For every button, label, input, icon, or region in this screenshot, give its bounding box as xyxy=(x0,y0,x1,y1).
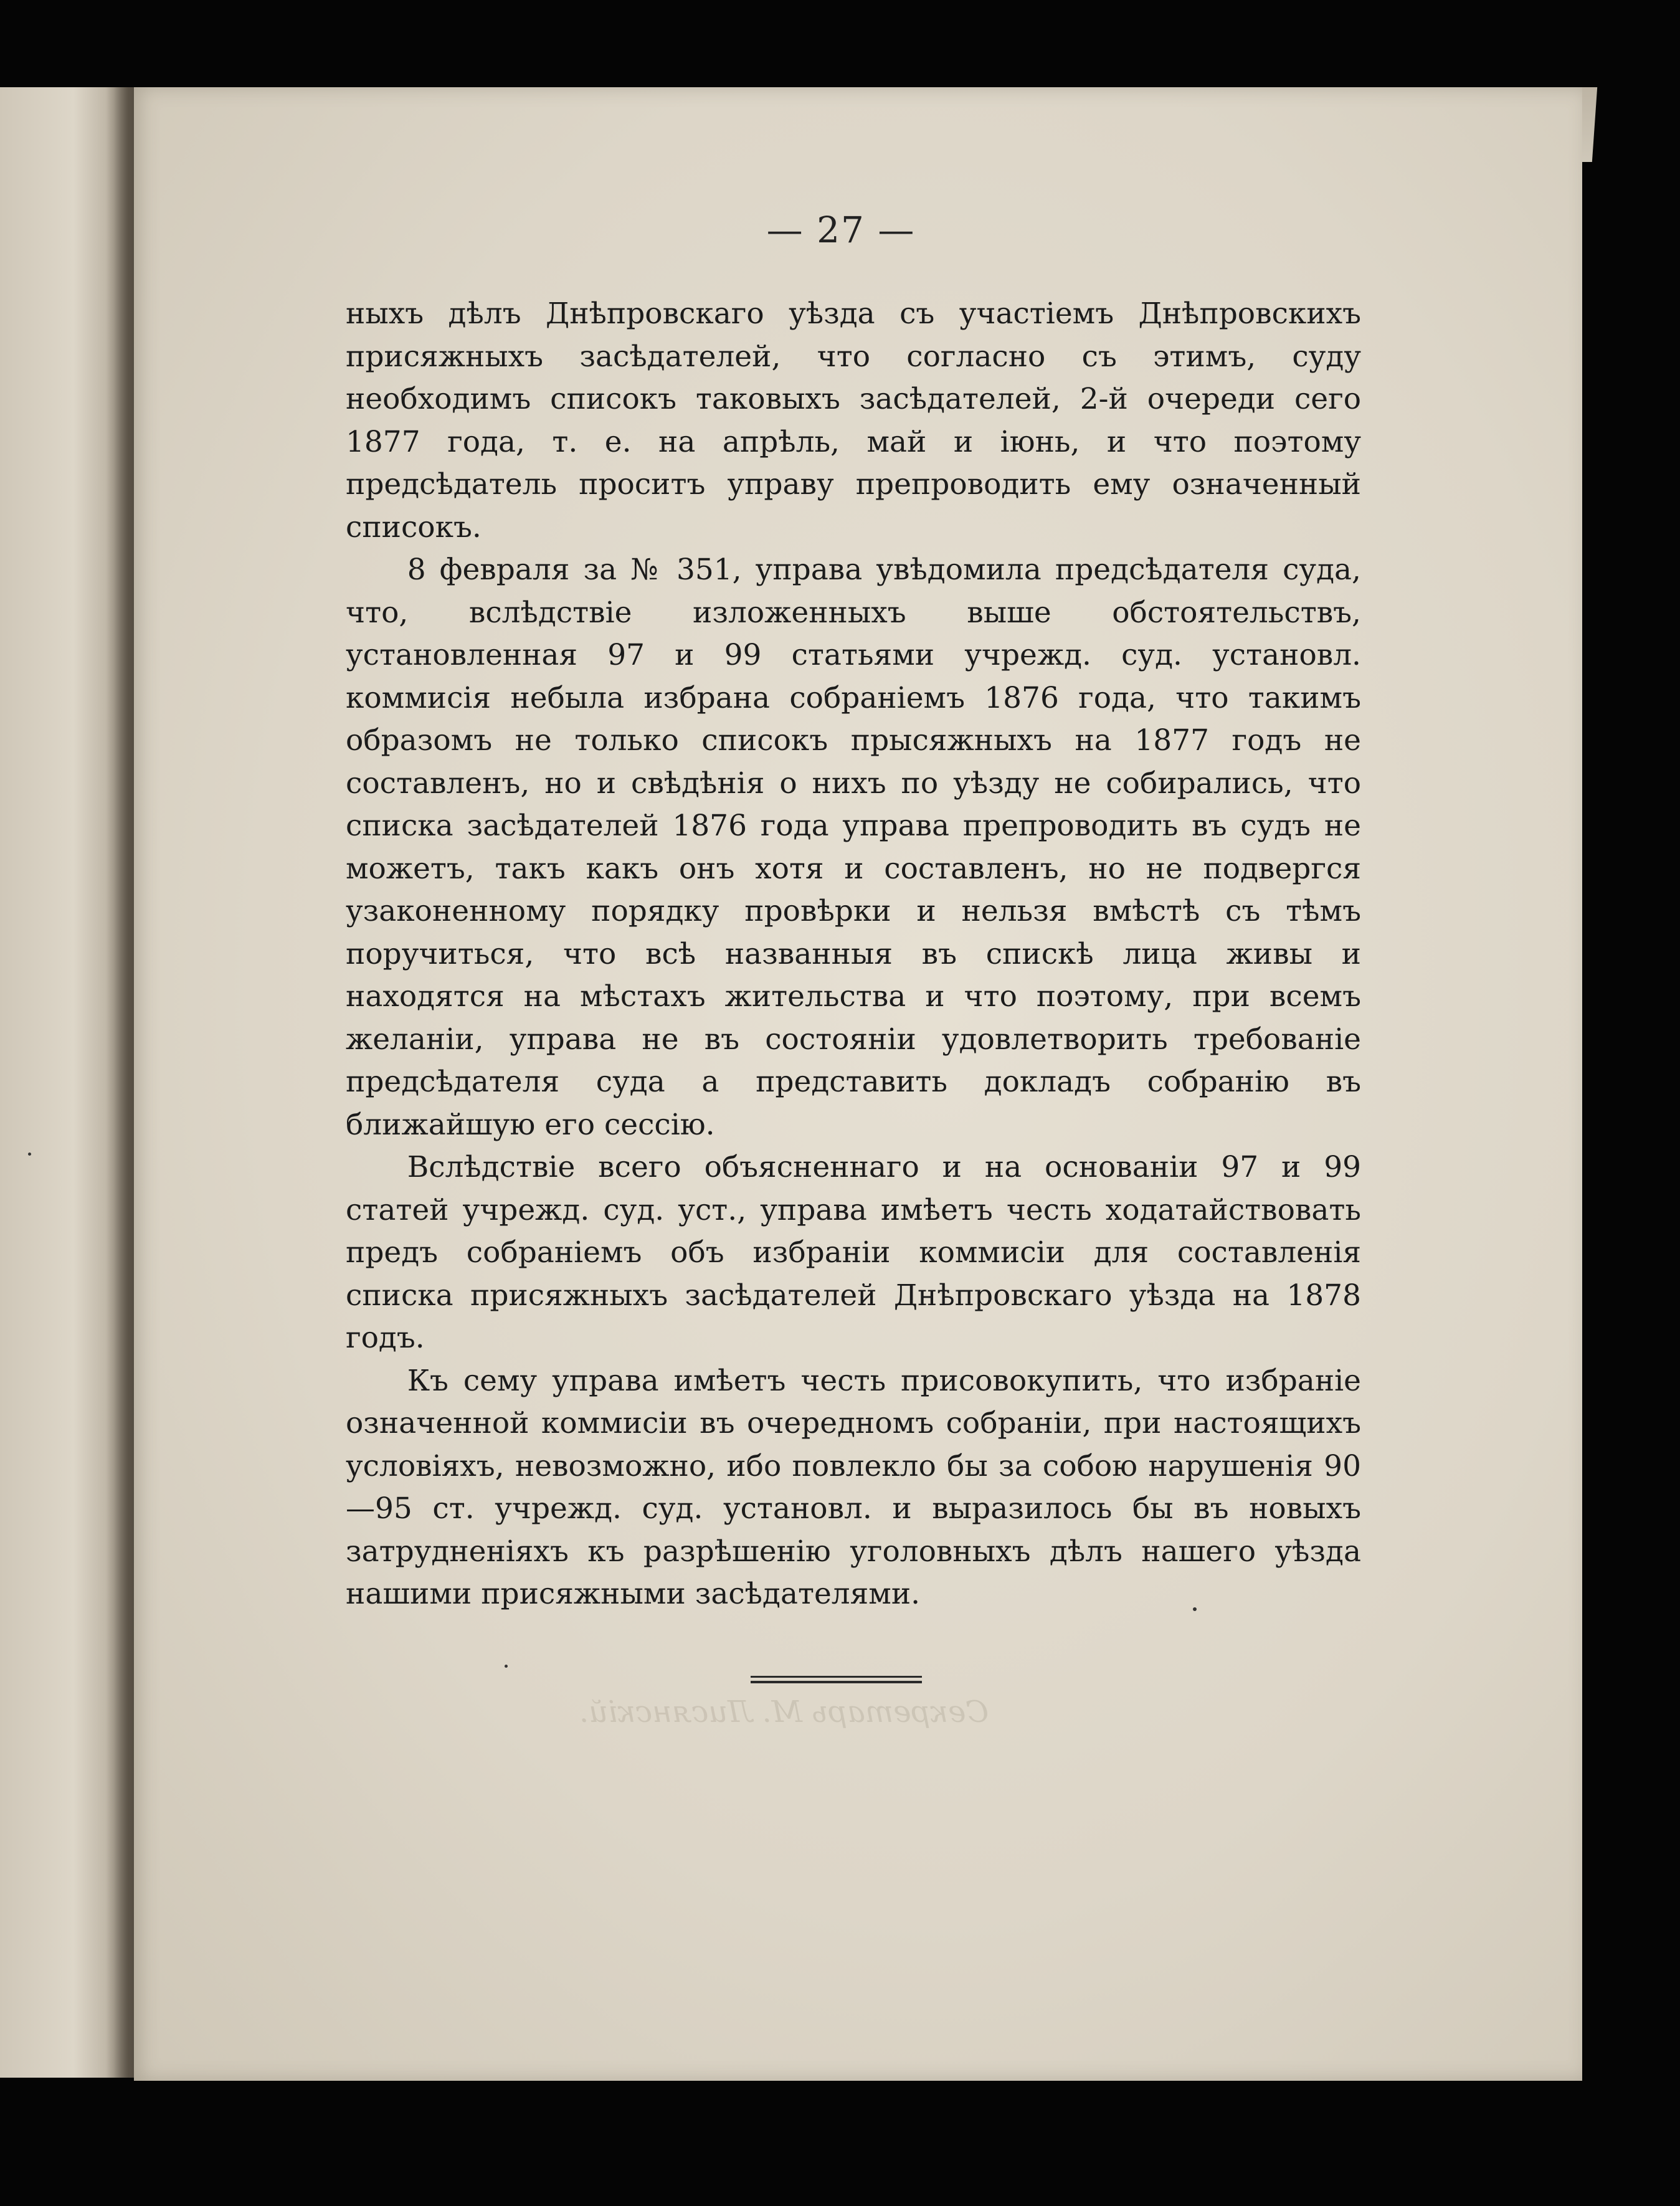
paragraph-4: Къ сему управа имѣетъ честь присовокупить, что избраніе означенной коммисіи въ очередномъ собраніи, при настоящихъ условіяхъ, невозможно, ибо повлекло бы за собою нарушенія 90—95 ст. учрежд. суд. установл. и выразилось бы въ новыхъ затрудненіяхъ къ разрѣшенію уголовныхъ дѣлъ нашего уѣзда нашими присяжными засѣдателями. xyxy=(346,1363,1361,1611)
ink-speck xyxy=(505,1665,508,1668)
paragraph-2: 8 февраля за № 351, управа увѣдомила предсѣдателя суда, что, вслѣдствіе изложенныхъ выше обстоятельствъ, установленная 97 и 99 статьями учрежд. суд. установл. коммисія небыла избрана собраніемъ 1876 года, что такимъ образомъ не только списокъ прысяжныхъ на 1877 годъ не составленъ, но и свѣдѣнія о нихъ по уѣзду не собирались, что списка засѣдателей 1876 года управа препроводить въ судъ не можетъ, такъ какъ онъ хотя и составленъ, но не подвергся узаконенному порядку провѣрки и нельзя вмѣстѣ съ тѣмъ поручиться, что всѣ названныя въ спискѣ лица живы и находятся на мѣстахъ жительства и что поэтому, при всемъ желаніи, управа не въ состояніи удовлетворить требованіе предсѣдателя суда а представить докладъ собранію въ ближайшую его сессію. xyxy=(346,553,1361,1142)
page-number: — 27 — xyxy=(766,209,916,251)
ink-speck xyxy=(28,1153,31,1156)
paragraph-1: ныхъ дѣлъ Днѣпровскаго уѣзда съ участіемъ Днѣпровскихъ присяжныхъ засѣдателей, что согласно съ этимъ, суду необходимъ списокъ таковыхъ засѣдателей, 2-й очереди сего 1877 года, т. е. на апрѣль, май и іюнь, и что поэтому предсѣдатель проситъ управу препроводить ему означенный списокъ. xyxy=(346,297,1361,544)
rule-line-top xyxy=(751,1676,922,1678)
closing-double-rule xyxy=(751,1675,922,1685)
show-through-signature: Секретарь М. Лисянскій. xyxy=(579,1695,989,1729)
rule-line-bottom xyxy=(751,1681,922,1683)
body-text xyxy=(346,293,1361,1616)
ink-speck xyxy=(1193,1607,1197,1611)
paragraph-3: Вслѣдствіе всего объясненнаго и на основаніи 97 и 99 статей учрежд. суд. уст., управа имѣетъ честь ходатайствовать предъ собраніемъ объ избраніи коммисіи для составленія списка присяжныхъ засѣдателей Днѣпровскаго уѣзда на 1878 годъ. xyxy=(346,1150,1361,1355)
